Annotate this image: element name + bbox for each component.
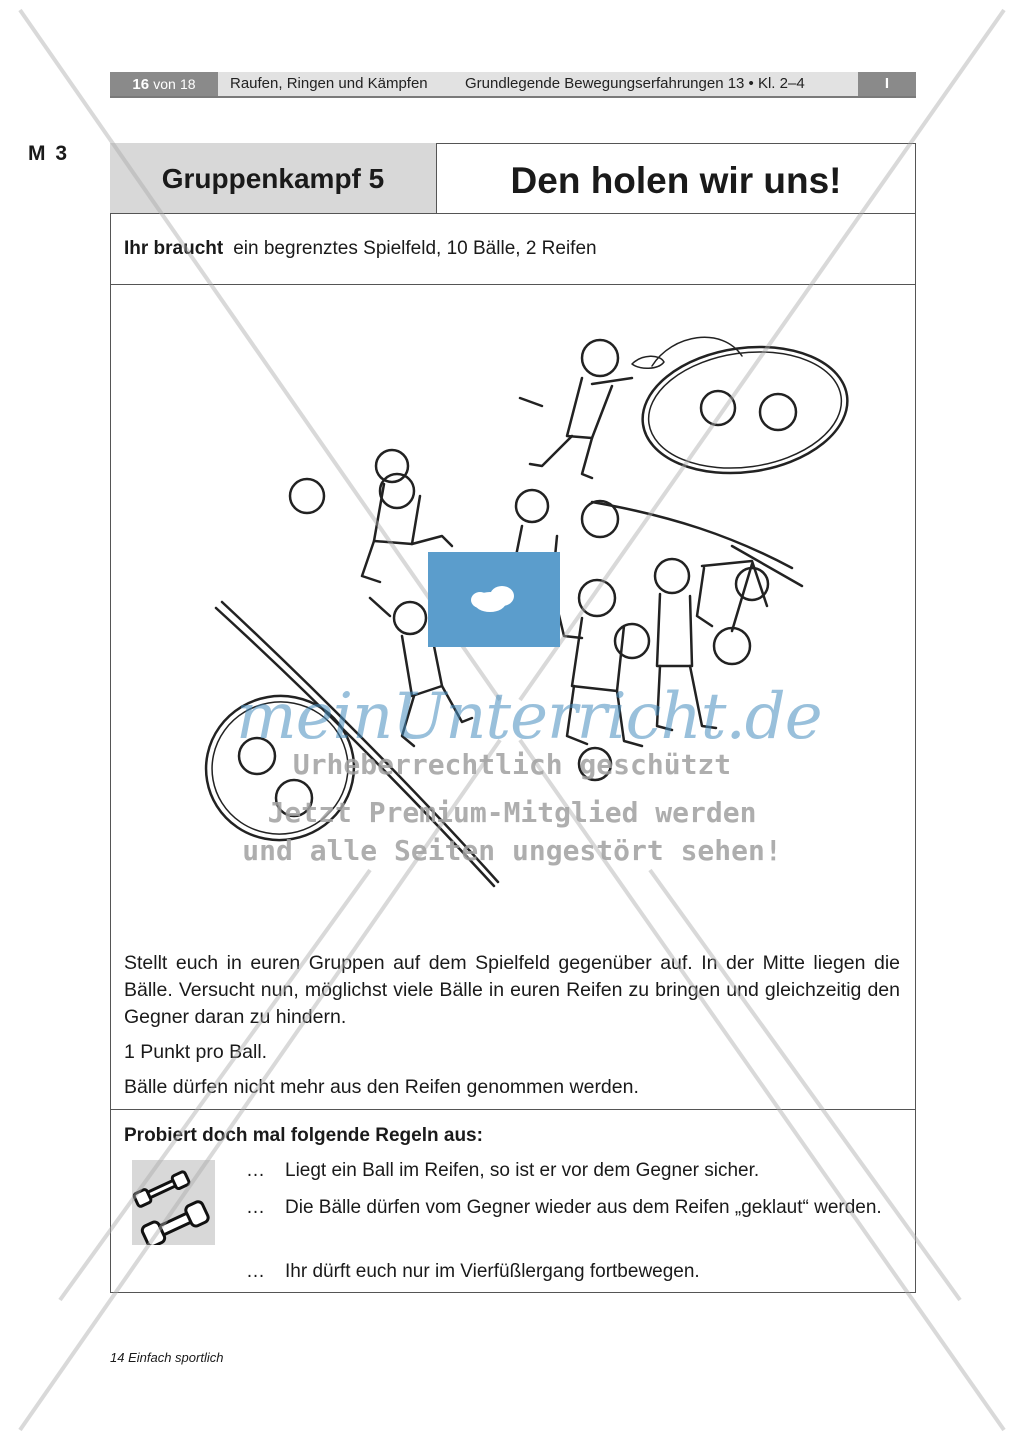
- watermark-line-3: und alle Seiten ungestört sehen!: [242, 834, 782, 867]
- restriction-text: Bälle dürfen nicht mehr aus den Reifen genommen werden.: [124, 1076, 639, 1098]
- watermark-logo: meinUnterricht.de: [236, 680, 822, 754]
- card-title: Den holen wir uns!: [437, 143, 915, 214]
- watermark-line-2: Jetzt Premium-Mitglied werden: [267, 796, 757, 829]
- rule-bullet-3: …: [246, 1261, 265, 1282]
- header-series: Grundlegende Bewegungserfahrungen 13 • Kl. 2–4: [465, 75, 805, 92]
- page-current: 16: [132, 76, 150, 93]
- rule-text-1: Liegt ein Ball im Reifen, so ist er vor dem Gegner sicher.: [285, 1160, 760, 1181]
- needs-items: ein begrenztes Spielfeld, 10 Bälle, 2 Reifen: [233, 238, 597, 259]
- page-total: 18: [180, 76, 196, 92]
- watermark-line-1: Urheberrechtlich geschützt: [292, 748, 732, 781]
- page-sep: von: [153, 76, 176, 92]
- needs-label: Ihr braucht: [124, 238, 224, 259]
- footer-source: 14 Einfach sportlich: [110, 1350, 224, 1365]
- level-badge: I: [858, 72, 916, 96]
- material-label: M 3: [28, 142, 70, 165]
- rule-text-2: Die Bälle dürfen vom Gegner wieder aus dem Reifen „geklaut“ werden.: [285, 1197, 882, 1218]
- watermark-cloud-logo: [428, 552, 560, 647]
- card-category: Gruppenkampf 5: [110, 143, 437, 214]
- rule-bullet-1: …: [246, 1160, 265, 1181]
- rule-bullet-2: …: [246, 1197, 265, 1218]
- rule-text-3: Ihr dürft euch nur im Vierfüßlergang fortbewegen.: [285, 1261, 700, 1282]
- points-text: 1 Punkt pro Ball.: [124, 1041, 268, 1063]
- description-text: Stellt euch in euren Gruppen auf dem Spielfeld gegenüber auf. In der Mitte liegen die Bälle. Versucht nun, möglichst viele Bälle in euren Reifen zu bringen und gleichzeitig den Gegner daran zu hindern.: [124, 952, 900, 1028]
- rules-title: Probiert doch mal folgende Regeln aus:: [124, 1125, 483, 1146]
- cloud-icon: [428, 552, 560, 647]
- header-title: Raufen, Ringen und Kämpfen: [230, 75, 428, 92]
